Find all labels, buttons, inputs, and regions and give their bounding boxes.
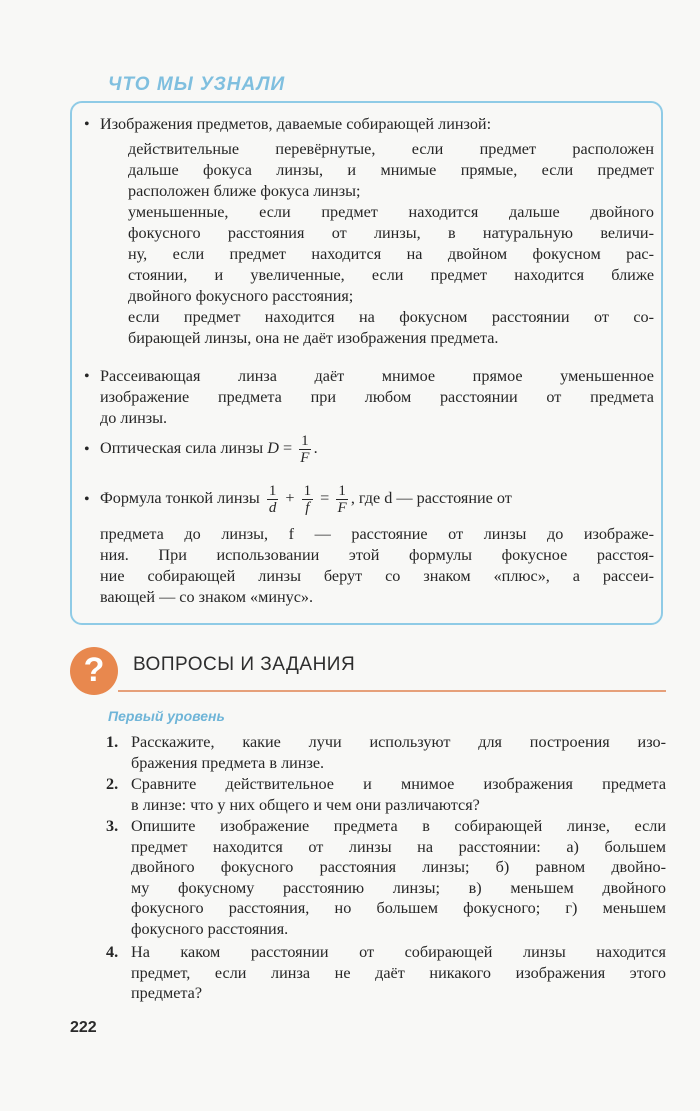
fraction-numerator: 1 xyxy=(338,483,346,499)
text-line: стоянии, и увеличенные, если предмет находится ближе xyxy=(128,266,654,284)
formula-eq: = xyxy=(282,439,293,458)
text-line: двойного фокусного расстояния; xyxy=(128,287,354,305)
text-line: фокусного расстояния, но большем фокусного; г) меньшем xyxy=(131,899,666,917)
question-number: 1. xyxy=(106,733,119,751)
text-line: бражения предмета в линзе. xyxy=(131,753,325,772)
text-line: дальше фокуса линзы, и мнимые прямые, если предмет xyxy=(128,161,654,179)
text-line: Сравните действительное и мнимое изображения предмета xyxy=(131,775,666,793)
bullet-dot: • xyxy=(84,368,90,385)
text-line: предмета? xyxy=(131,984,203,1002)
bullet-dot: • xyxy=(84,491,90,508)
bullet-4-text: Формула тонкой линзы xyxy=(100,489,260,508)
divider xyxy=(118,690,666,692)
formula-plus: + xyxy=(285,489,295,508)
fraction xyxy=(267,483,279,516)
formula-var: D xyxy=(267,439,279,458)
optical-power-formula-line xyxy=(84,433,654,466)
text-line: предмет находится от линзы на расстоянии: а) большем xyxy=(131,837,666,856)
summary-bullet-3 xyxy=(84,433,654,466)
question-item xyxy=(106,942,666,1004)
text-line: му фокусному расстоянию линзы; в) меньшем двойного xyxy=(131,878,666,897)
text-line: На каком расстоянии от собирающей линзы находится xyxy=(131,943,666,961)
text-line: вающей — со знаком «минус». xyxy=(100,588,314,606)
text-line: фокусного расстояния от линзы, в натуральную величи- xyxy=(128,224,654,242)
thin-lens-formula-line xyxy=(84,483,654,516)
text-line: двойного фокусного расстояния линзы; б) равном двойно- xyxy=(131,858,666,876)
question-number: 3. xyxy=(106,817,119,835)
fraction-numerator: 1 xyxy=(268,483,277,499)
text-line: ние собирающей линзы берут со знаком «плюс», а рассеи- xyxy=(100,567,654,585)
text-line: изображение предмета при любом расстоянии от предмета xyxy=(100,388,654,406)
question-number: 4. xyxy=(106,943,119,961)
bullet-dot: • xyxy=(84,116,90,133)
text-line: ния. При использовании этой формулы фокусное расстоя- xyxy=(100,546,654,564)
fraction xyxy=(336,483,348,516)
summary-bullet-1 xyxy=(84,114,654,135)
text-line: Рассеивающая линза даёт мнимое прямое уменьшенное xyxy=(100,367,654,385)
text-line: действительные перевёрнутые, если предмет расположен xyxy=(128,140,654,158)
summary-bullet-4 xyxy=(84,483,654,516)
text-line: в линзе: что у них общего и чем они различаются? xyxy=(131,795,480,814)
text-line: предмет, если линза не даёт никакого изображения этого xyxy=(131,963,666,982)
question-item xyxy=(106,816,666,939)
fraction-denominator: d xyxy=(268,500,277,516)
fraction-denominator: F xyxy=(300,450,310,466)
questions-title: ВОПРОСЫ И ЗАДАНИЯ xyxy=(133,654,356,675)
bullet-1-heading: Изображения предметов, даваемые собирающей линзой: xyxy=(100,115,492,133)
question-mark-icon xyxy=(70,647,118,695)
text-line: бирающей линзы, она не даёт изображения предмета. xyxy=(128,329,499,347)
text-line: расположен ближе фокуса линзы; xyxy=(128,182,361,200)
page-number: 222 xyxy=(70,1019,97,1036)
fraction-denominator: F xyxy=(337,500,347,516)
text-line: до линзы. xyxy=(100,409,168,427)
question-item xyxy=(106,732,666,773)
text-line: предмета до линзы, f — расстояние от линзы до изображе- xyxy=(100,525,654,543)
bullet-1-body xyxy=(128,139,654,349)
formula-eq: = xyxy=(320,489,330,508)
fraction-denominator: f xyxy=(305,500,310,516)
fraction-numerator: 1 xyxy=(301,433,309,449)
fraction xyxy=(299,433,311,466)
text-line: уменьшенные, если предмет находится дальше двойного xyxy=(128,203,654,221)
fraction-numerator: 1 xyxy=(303,483,312,499)
section-title: ЧТО МЫ УЗНАЛИ xyxy=(108,74,286,95)
bullet-4-body xyxy=(100,524,654,608)
fraction xyxy=(302,483,314,516)
text-line: фокусного расстояния. xyxy=(131,919,289,938)
formula-end: . xyxy=(313,439,318,458)
level-label: Первый уровень xyxy=(108,708,225,724)
question-number: 2. xyxy=(106,775,119,793)
question-item xyxy=(106,774,666,815)
text-line: Расскажите, какие лучи используют для построения изо- xyxy=(131,733,666,751)
formula-tail: , где d — расстояние от xyxy=(350,489,512,508)
summary-bullet-2 xyxy=(84,366,654,429)
text-line: если предмет находится на фокусном расстоянии от со- xyxy=(128,308,654,326)
bullet-3-text: Оптическая сила линзы xyxy=(100,439,264,458)
question-mark-glyph: ? xyxy=(83,650,105,689)
bullet-dot: • xyxy=(84,441,90,458)
text-line: Опишите изображение предмета в собирающей линзе, если xyxy=(131,817,666,835)
text-line: ну, если предмет находится на двойном фокусном рас- xyxy=(128,245,654,263)
